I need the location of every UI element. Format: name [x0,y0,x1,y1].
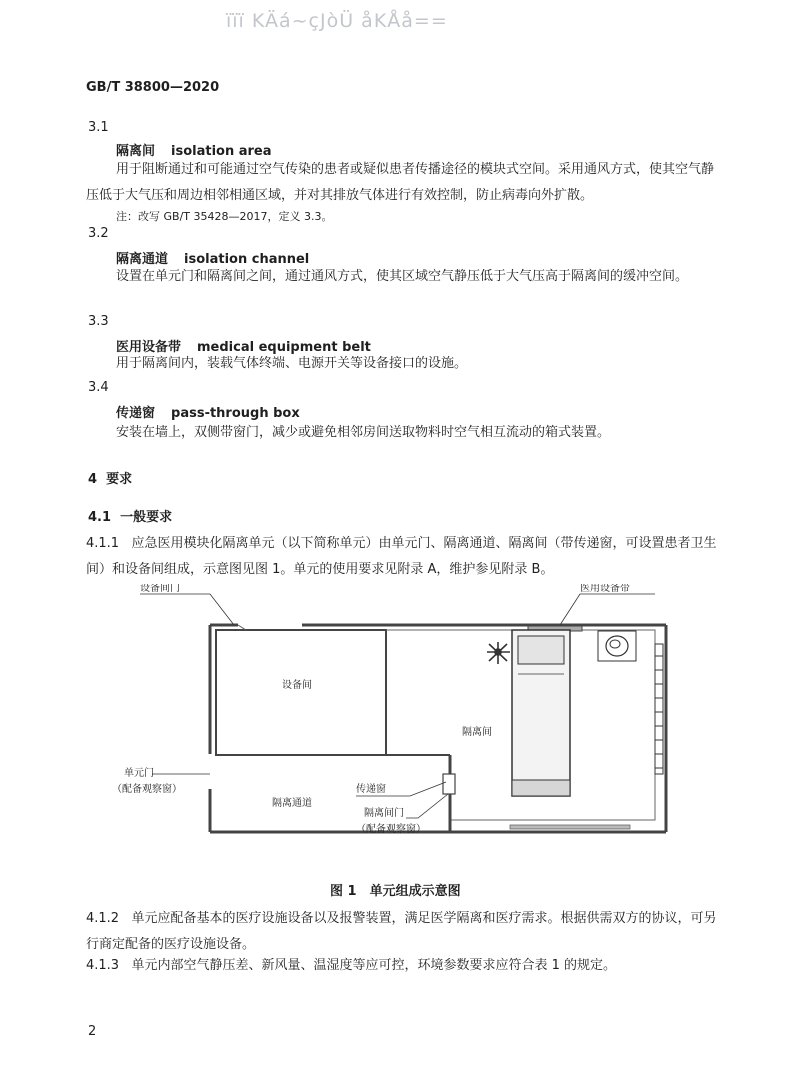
figure-caption: 图 1 单元组成示意图 [330,884,461,899]
term-number: 3.3 [88,314,109,329]
label-unit-door-sub: （配备观察窗） [112,784,182,795]
label-isolation-door: 隔离间门 [364,808,404,819]
label-isolation-room: 隔离间 [462,727,492,738]
term-note: 注：改写 GB/T 35428—2017，定义 3.3。 [116,210,333,223]
side-window-panel [655,644,663,774]
bed-shape [512,630,570,796]
term-title [116,402,300,421]
subsection-number: 4.1 [88,510,112,525]
term-number: 3.4 [88,380,109,395]
chair-shape [487,642,510,664]
section-number: 4 [88,472,98,487]
clause-paragraph [86,953,718,979]
unit-composition-diagram [110,584,690,864]
term-definition: 用于阻断通过和可能通过空气传染的患者或疑似患者传播途径的模块式空间。采用通风方式，使其空气静压低于大气压和周边相邻相通区域，并对其排放气体进行有效控制，防止病毒向外扩散。 [86,162,715,203]
term-en: isolation channel [184,252,310,267]
term-cn: 医用设备带 [116,340,182,355]
label-isolation-channel: 隔离通道 [272,798,312,809]
clause-text: 单元内部空气静压差、新风量、温湿度等应可控，环境参数要求应符合表 1 的规定。 [131,958,617,973]
term-definition: 设置在单元门和隔离间之间，通过通风方式，使其区域空气静压低于大气压高于隔离间的缓冲空间。 [116,269,689,284]
term-cn: 隔离间 [116,144,156,159]
subsection-title: 一般要求 [120,510,173,525]
clause-paragraph [86,906,718,958]
toilet-shape [598,631,636,661]
term-cn: 传递窗 [116,406,156,421]
clause-text: 单元应配备基本的医疗设施设备以及报警装置，满足医学隔离和医疗需求。根据供需双方的协议，可另行商定配备的医疗设施设备。 [86,911,717,952]
clause-number: 4.1.2 [86,911,120,926]
section-heading [88,468,132,487]
label-equipment-door: 设备间门 [140,584,180,594]
label-pass-window: 传递窗 [356,784,386,795]
page-number: 2 [88,1024,97,1039]
term-en: pass-through box [171,406,300,421]
label-unit-door: 单元门 [124,768,154,779]
clause-number: 4.1.3 [86,958,120,973]
term-en: medical equipment belt [197,340,371,355]
term-number: 3.2 [88,226,109,241]
standard-number: GB/T 38800—2020 [86,80,220,95]
term-cn: 隔离通道 [116,252,169,267]
term-number: 3.1 [88,120,109,135]
section-title: 要求 [106,472,133,487]
equipment-room-outline [216,630,386,755]
term-en: isolation area [171,144,272,159]
label-equipment-room: 设备间 [282,680,312,691]
clause-paragraph [86,531,718,583]
label-medical-belt: 医用设备带 [580,584,630,594]
label-isolation-door-sub: （配备观察窗） [356,824,426,835]
term-definition: 安装在墙上，双侧带窗门，减少或避免相邻房间送取物料时空气相互流动的箱式装置。 [116,425,611,440]
pass-window-shape [443,774,455,794]
term-definition: 用于隔离间内，装载气体终端、电源开关等设备接口的设施。 [116,356,468,371]
clause-number: 4.1.1 [86,536,120,551]
watermark-garbled-text: ïïï KÄá~çJòÜ åKÅå== [226,10,448,32]
subsection-heading [88,506,172,525]
bottom-vent [510,825,630,829]
clause-text: 应急医用模块化隔离单元（以下简称单元）由单元门、隔离通道、隔离间（带传递窗，可设置患者卫生间）和设备间组成，示意图见图 1。单元的使用要求见附录 A，维护参见附录 B。 [86,536,717,577]
